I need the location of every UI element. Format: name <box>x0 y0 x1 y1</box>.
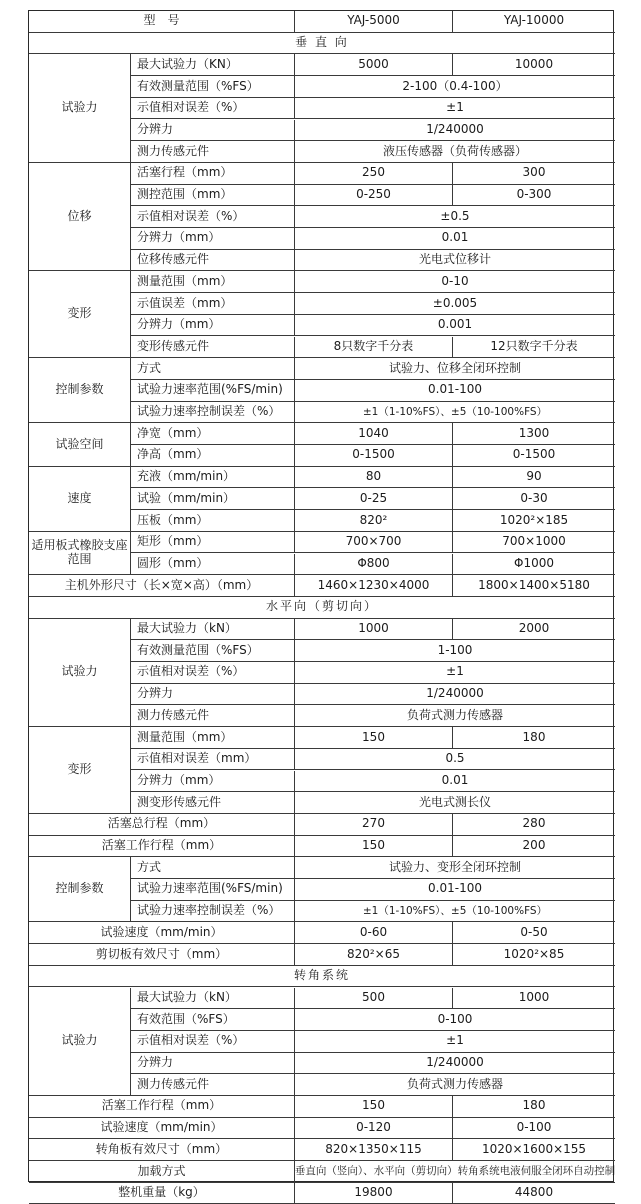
value-cell-yaj10000: 0-50 <box>453 922 615 944</box>
value-cell-yaj10000: 10000 <box>453 54 615 76</box>
row-horizontal-test-speed: 试验速度（mm/min） <box>29 922 295 944</box>
value-cell-yaj10000: 280 <box>453 814 615 836</box>
row-label: 分辨力 <box>131 684 295 706</box>
row-label: 示值相对误差（%） <box>131 206 295 228</box>
value-cell: 光电式测长仪 <box>295 792 615 814</box>
value-cell-yaj5000: Φ800 <box>295 554 453 576</box>
section-horizontal: 水平向（剪切向） <box>29 597 615 619</box>
value-cell-yaj10000: 1300 <box>453 423 615 445</box>
group-vertical-deformation: 变形 <box>29 271 131 358</box>
value-cell-yaj5000: 700×700 <box>295 532 453 554</box>
row-label: 变形传感元件 <box>131 337 295 359</box>
value-cell-yaj5000: 1040 <box>295 423 453 445</box>
row-label: 示值相对误差（%） <box>131 1031 295 1053</box>
row-label: 有效测量范围（%FS） <box>131 640 295 662</box>
row-label: 矩形（mm） <box>131 532 295 554</box>
value-cell-yaj5000: 0-250 <box>295 185 453 207</box>
row-label: 活塞行程（mm） <box>131 163 295 185</box>
value-cell-yaj10000: 2000 <box>453 619 615 641</box>
value-cell-yaj10000: Φ1000 <box>453 554 615 576</box>
value-cell-yaj10000: 180 <box>453 727 615 749</box>
row-rotation-plate: 转角板有效尺寸（mm） <box>29 1139 295 1161</box>
value-cell-yaj5000: 80 <box>295 467 453 489</box>
value-cell: 负荷式测力传感器 <box>295 1074 615 1096</box>
value-cell-yaj10000: 0-100 <box>453 1118 615 1140</box>
group-horizontal-force: 试验力 <box>29 619 131 728</box>
group-horizontal-control: 控制参数 <box>29 857 131 922</box>
row-label: 分辨力 <box>131 1053 295 1075</box>
row-label: 示值相对误差（%） <box>131 98 295 120</box>
model-header: 型 号 <box>29 11 295 33</box>
row-label: 最大试验力（kN） <box>131 988 295 1010</box>
value-cell: ±1 <box>295 1031 615 1053</box>
value-cell: 0.01 <box>295 228 615 250</box>
section-rotation: 转角系统 <box>29 966 615 988</box>
value-cell: 试验力、变形全闭环控制 <box>295 857 615 879</box>
row-label: 分辨力（mm） <box>131 771 295 793</box>
value-cell-yaj5000: 150 <box>295 1096 453 1118</box>
value-cell-yaj5000: 820²×65 <box>295 944 453 966</box>
row-label: 试验力速率控制误差（%） <box>131 402 295 424</box>
value-cell-yaj10000: 90 <box>453 467 615 489</box>
value-cell-yaj5000: 0-120 <box>295 1118 453 1140</box>
row-label: 有效测量范围（%FS） <box>131 76 295 98</box>
value-cell-yaj5000: 820×1350×115 <box>295 1139 453 1161</box>
row-label: 示值误差（mm） <box>131 293 295 315</box>
value-cell: 0.01 <box>295 771 615 793</box>
row-label: 分辨力 <box>131 120 295 142</box>
value-cell: 0.01-100 <box>295 879 615 901</box>
row-label: 测变形传感元件 <box>131 792 295 814</box>
group-vertical-force: 试验力 <box>29 54 131 163</box>
row-label: 最大试验力（kN） <box>131 619 295 641</box>
group-vertical-bearing: 适用板式橡胶支座范围 <box>29 532 131 575</box>
row-weight: 整机重量（kg） <box>29 1183 295 1204</box>
row-label: 分辨力（mm） <box>131 315 295 337</box>
model-yaj10000: YAJ-10000 <box>453 11 615 33</box>
value-cell: 1/240000 <box>295 120 615 142</box>
value-cell: 光电式位移计 <box>295 250 615 272</box>
group-vertical-control: 控制参数 <box>29 358 131 423</box>
value-cell: 0-10 <box>295 271 615 293</box>
value-cell-yaj5000: 5000 <box>295 54 453 76</box>
value-cell-yaj10000: 1020²×185 <box>453 510 615 532</box>
value-cell-yaj5000: 820² <box>295 510 453 532</box>
group-vertical-speed: 速度 <box>29 467 131 532</box>
row-label: 示值相对误差（mm） <box>131 749 295 771</box>
row-label: 分辨力（mm） <box>131 228 295 250</box>
value-cell-yaj5000: 0-1500 <box>295 445 453 467</box>
row-label: 位移传感元件 <box>131 250 295 272</box>
group-vertical-space: 试验空间 <box>29 423 131 466</box>
value-cell: 0.5 <box>295 749 615 771</box>
row-label: 方式 <box>131 358 295 380</box>
value-cell: 0.001 <box>295 315 615 337</box>
row-label: 净宽（mm） <box>131 423 295 445</box>
row-label: 压板（mm） <box>131 510 295 532</box>
value-cell-yaj5000: 150 <box>295 727 453 749</box>
spec-table <box>28 10 615 1200</box>
row-label: 测力传感元件 <box>131 705 295 727</box>
value-cell-yaj10000: 0-300 <box>453 185 615 207</box>
row-label: 测量范围（mm） <box>131 271 295 293</box>
value-cell: 液压传感器（负荷传感器） <box>295 141 615 163</box>
value-cell-yaj5000: 150 <box>295 836 453 858</box>
row-label: 测控范围（mm） <box>131 185 295 207</box>
value-cell-yaj10000: 180 <box>453 1096 615 1118</box>
value-cell: ±1 <box>295 98 615 120</box>
row-label: 测量范围（mm） <box>131 727 295 749</box>
row-label: 试验力速率范围(%FS/min) <box>131 879 295 901</box>
model-yaj5000: YAJ-5000 <box>295 11 453 33</box>
row-label: 最大试验力（KN） <box>131 54 295 76</box>
value-cell-yaj10000: 44800 <box>453 1183 615 1204</box>
section-vertical: 垂 直 向 <box>29 33 615 55</box>
value-cell-yaj10000: 0-1500 <box>453 445 615 467</box>
row-label: 测力传感元件 <box>131 141 295 163</box>
row-label: 测力传感元件 <box>131 1074 295 1096</box>
group-horizontal-deformation: 变形 <box>29 727 131 814</box>
value-cell-yaj10000: 0-30 <box>453 488 615 510</box>
value-cell: 1/240000 <box>295 684 615 706</box>
value-cell-yaj10000: 200 <box>453 836 615 858</box>
row-label: 充液（mm/min） <box>131 467 295 489</box>
row-label: 示值相对误差（%） <box>131 662 295 684</box>
value-cell-yaj5000: 1000 <box>295 619 453 641</box>
value-cell-yaj5000: 19800 <box>295 1183 453 1204</box>
value-cell-yaj10000: 1020²×85 <box>453 944 615 966</box>
value-cell: ±1（1-10%FS）、±5（10-100%FS） <box>295 901 615 923</box>
row-label: 有效范围（%FS） <box>131 1009 295 1031</box>
value-cell-yaj10000: 1000 <box>453 988 615 1010</box>
row-rotation-piston-work: 活塞工作行程（mm） <box>29 1096 295 1118</box>
group-rotation-force: 试验力 <box>29 988 131 1097</box>
value-cell: 0-100 <box>295 1009 615 1031</box>
value-cell-yaj5000: 500 <box>295 988 453 1010</box>
value-cell: ±0.5 <box>295 206 615 228</box>
row-loading-method: 加载方式 <box>29 1161 295 1183</box>
value-cell: 2-100（0.4-100） <box>295 76 615 98</box>
value-cell: ±0.005 <box>295 293 615 315</box>
value-cell: ±1（1-10%FS）、±5（10-100%FS） <box>295 402 615 424</box>
row-shear-plate: 剪切板有效尺寸（mm） <box>29 944 295 966</box>
value-cell-yaj5000: 1460×1230×4000 <box>295 575 453 597</box>
value-cell-yaj10000: 1020×1600×155 <box>453 1139 615 1161</box>
value-cell-yaj5000: 250 <box>295 163 453 185</box>
value-cell: 1/240000 <box>295 1053 615 1075</box>
value-cell-yaj5000: 0-60 <box>295 922 453 944</box>
value-cell-yaj10000: 12只数字千分表 <box>453 337 615 359</box>
value-cell-yaj10000: 1800×1400×5180 <box>453 575 615 597</box>
value-cell-yaj5000: 0-25 <box>295 488 453 510</box>
row-label: 净高（mm） <box>131 445 295 467</box>
row-main-dimensions: 主机外形尺寸（长×宽×高）（mm） <box>29 575 295 597</box>
value-cell-yaj5000: 270 <box>295 814 453 836</box>
row-label: 试验力速率控制误差（%） <box>131 901 295 923</box>
value-cell: 负荷式测力传感器 <box>295 705 615 727</box>
row-piston-work: 活塞工作行程（mm） <box>29 836 295 858</box>
value-cell-yaj5000: 8只数字千分表 <box>295 337 453 359</box>
row-label: 试验（mm/min） <box>131 488 295 510</box>
row-piston-total: 活塞总行程（mm） <box>29 814 295 836</box>
group-vertical-displacement: 位移 <box>29 163 131 272</box>
value-cell: 0.01-100 <box>295 380 615 402</box>
row-label: 试验力速率范围(%FS/min) <box>131 380 295 402</box>
value-cell: 1-100 <box>295 640 615 662</box>
value-cell-yaj10000: 300 <box>453 163 615 185</box>
row-rotation-test-speed: 试验速度（mm/min） <box>29 1118 295 1140</box>
value-cell: 垂直向（竖向）、水平向（剪切向）转角系统电液伺服全闭环自动控制 <box>295 1161 615 1183</box>
row-label: 方式 <box>131 857 295 879</box>
row-label: 圆形（mm） <box>131 554 295 576</box>
value-cell: 试验力、位移全闭环控制 <box>295 358 615 380</box>
value-cell-yaj10000: 700×1000 <box>453 532 615 554</box>
value-cell: ±1 <box>295 662 615 684</box>
